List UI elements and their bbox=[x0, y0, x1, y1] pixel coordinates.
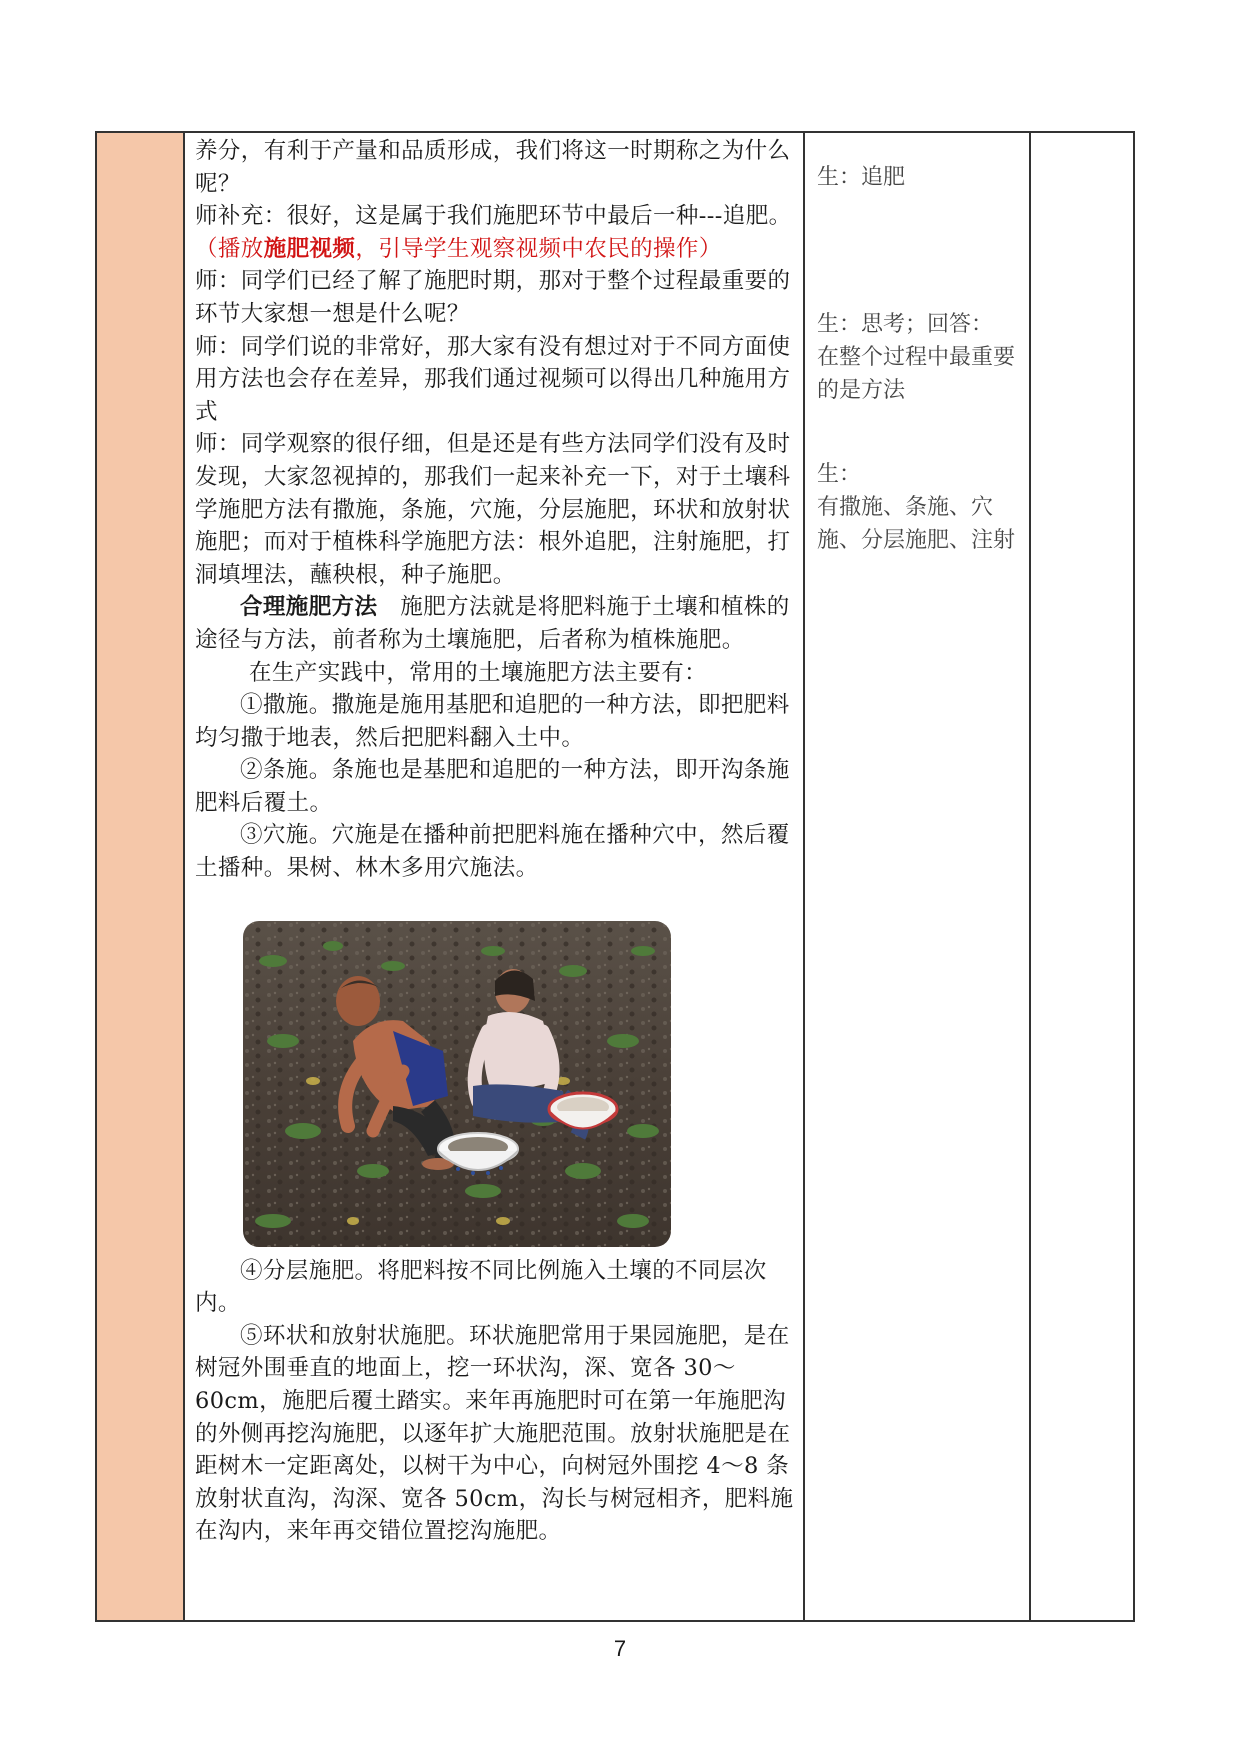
notes-column bbox=[1031, 133, 1135, 1620]
method-definition: 合理施肥方法 施肥方法就是将肥料施于土壤和植株的途径与方法，前者称为土壤施肥，后者称为植株施肥。 bbox=[195, 594, 790, 653]
page-number: 7 bbox=[613, 1636, 627, 1661]
farmers-fertilizing-photo bbox=[243, 921, 671, 1247]
method-item: ③穴施。穴施是在播种前把肥料施在播种穴中，然后覆土播种。果树、林木多用穴施法。 bbox=[195, 822, 790, 882]
lesson-table bbox=[95, 131, 1135, 1622]
student-response-3: 生： 有撒施、条施、穴施、分层施肥、注射 bbox=[817, 462, 1016, 553]
teacher-activity-column bbox=[185, 133, 805, 1620]
stage-column bbox=[97, 133, 185, 1620]
method-item: ②条施。条施也是基肥和追肥的一种方法，即开沟条施肥料后覆土。 bbox=[195, 757, 790, 816]
paragraph: 师：同学观察的很仔细，但是还是有些方法同学们没有及时发现，大家忽视掉的，那我们一起来补充一下，对于土壤科学施肥方法有撒施，条施，穴施，分层施肥，环状和放射状施肥；而对于植株科学施肥方法：根外追肥，注射施肥，打洞填埋法，蘸秧根，种子施肥。 bbox=[195, 431, 791, 588]
paragraph: 在生产实践中，常用的土壤施肥方法主要有： bbox=[249, 659, 708, 686]
student-response-1: 生：追肥 bbox=[817, 165, 906, 190]
method-item: ①撒施。撒施是施用基肥和追肥的一种方法，即把肥料均匀撒于地表，然后把肥料翻入土中。 bbox=[195, 692, 790, 751]
student-response-2: 生：思考；回答： 在整个过程中最重要的是方法 bbox=[817, 312, 1016, 403]
paragraph: 师：同学们说的非常好，那大家有没有想过对于不同方面使用方法也会存在差异，那我们通过视频可以得出几种施用方式 bbox=[195, 333, 791, 425]
paragraph: 师补充：很好，这是属于我们施肥环节中最后一种---追肥。 bbox=[195, 203, 792, 230]
method-item: ⑤环状和放射状施肥。环状施肥常用于果园施肥，是在树冠外围垂直的地面上，挖一环状沟，深、宽各 30～60cm，施肥后覆土踏实。来年再施肥时可在第一年施肥沟的外侧再挖沟施肥，以逐年扩大施肥范围。放射状施肥是在距树木一定距离处，以树干为中心，向树冠外围挖 4～8 条放射状直沟，沟深、宽各 50cm，沟长与树冠相齐，肥料施在沟内，来年再交错位置挖沟施肥。 bbox=[195, 1322, 794, 1545]
paragraph: 养分，有利于产量和品质形成，我们将这一时期称之为什么呢？ bbox=[195, 138, 791, 197]
paragraph: 师：同学们已经了解了施肥时期，那对于整个过程最重要的环节大家想一想是什么呢？ bbox=[195, 268, 791, 327]
method-item: ④分层施肥。将肥料按不同比例施入土壤的不同层次内。 bbox=[195, 1257, 767, 1317]
video-instruction: （播放施肥视频，引导学生观察视频中农民的操作） bbox=[195, 235, 722, 262]
student-activity-column bbox=[805, 133, 1031, 1620]
